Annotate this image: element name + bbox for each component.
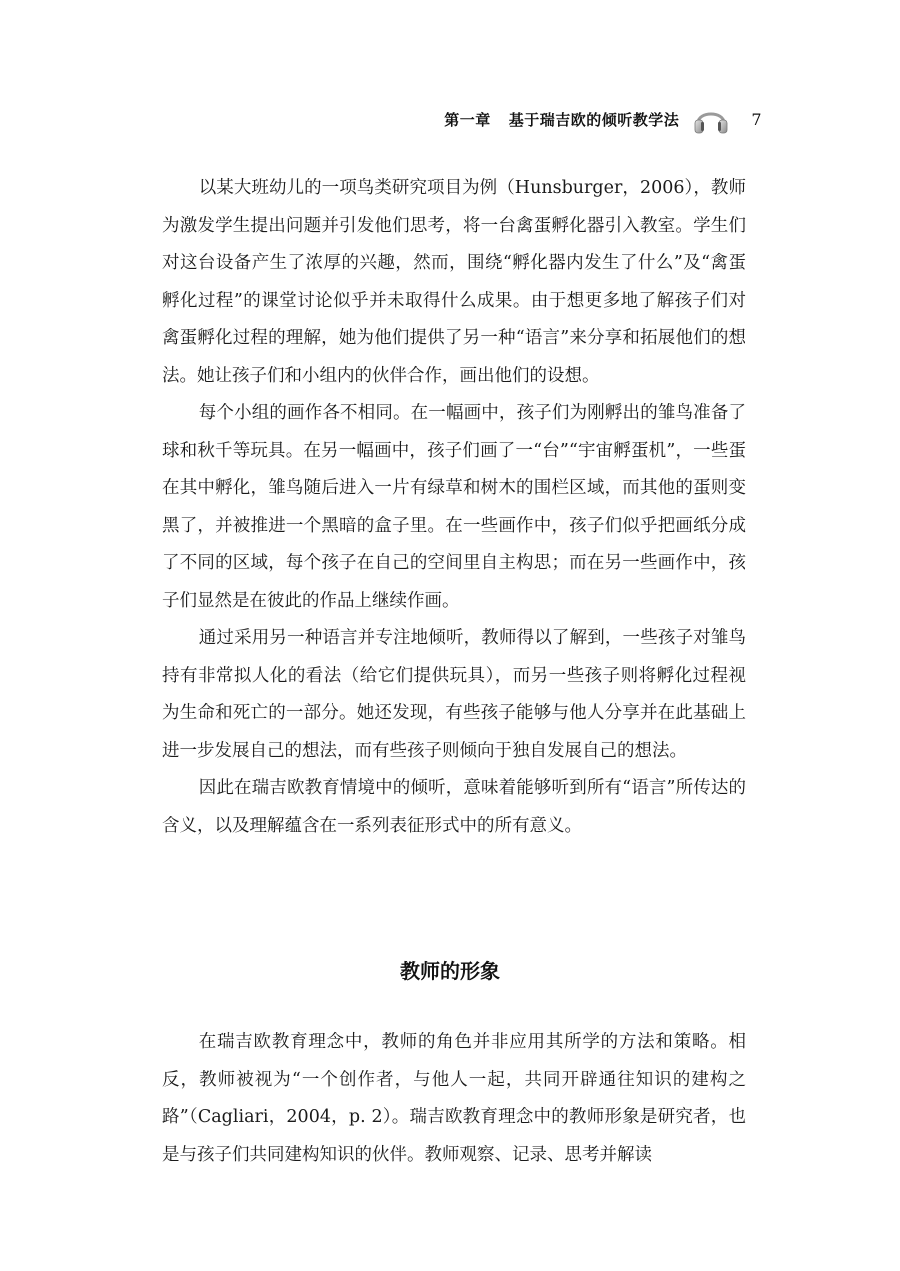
headphones-icon: [693, 103, 729, 135]
running-header: [444, 103, 762, 135]
paragraph: 因此在瑞吉欧教育情境中的倾听，意味着能够听到所有“语言”所传达的含义，以及理解蕴含在一系列表征形式中的所有意义。: [162, 778, 746, 836]
paragraph: 每个小组的画作各不相同。在一幅画中，孩子们为刚孵出的雏鸟准备了球和秋千等玩具。在另一幅画中，孩子们画了一“台”“宇宙孵蛋机”，一些蛋在其中孵化，雏鸟随后进入一片有绿草和树木的围栏区域，而其他的蛋则变黑了，并被推进一个黑暗的盒子里。在一些画作中，孩子们似乎把画纸分成了不同的区域，每个孩子在自己的空间里自主构思；而在另一些画作中，孩子们显然是在彼此的作品上继续作画。: [162, 403, 746, 611]
chapter-label: 第一章: [444, 110, 491, 129]
page-number: 7: [751, 109, 762, 129]
chapter-title: 基于瑞吉欧的倾听教学法: [508, 110, 680, 129]
paragraph: 在瑞吉欧教育理念中，教师的角色并非应用其所学的方法和策略。相反，教师被视为“一个创作者，与他人一起，共同开辟通往知识的建构之路”（Cagliari，2004，p. 2）。瑞吉欧教育理念中的教师形象是研究者，也是与孩子们共同建构知识的伙伴。教师观察、记录、思考并解读: [162, 1032, 746, 1165]
section-body-text: [162, 1024, 746, 1174]
body-text-block: [162, 170, 746, 845]
paragraph: 通过采用另一种语言并专注地倾听，教师得以了解到，一些孩子对雏鸟持有非常拟人化的看法（给它们提供玩具），而另一些孩子则将孵化过程视为生命和死亡的一部分。她还发现，有些孩子能够与他人分享并在此基础上进一步发展自己的想法，而有些孩子则倾向于独自发展自己的想法。: [162, 628, 746, 761]
paragraph: 以某大班幼儿的一项鸟类研究项目为例（Hunsburger，2006），教师为激发学生提出问题并引发他们思考，将一台禽蛋孵化器引入教室。学生们对这台设备产生了浓厚的兴趣，然而，围绕“孵化器内发生了什么”及“禽蛋孵化过程”的课堂讨论似乎并未取得什么成果。由于想更多地了解孩子们对禽蛋孵化过程的理解，她为他们提供了另一种“语言”来分享和拓展他们的想法。她让孩子们和小组内的伙伴合作，画出他们的设想。: [162, 178, 746, 386]
section-heading: 教师的形象: [400, 959, 500, 983]
